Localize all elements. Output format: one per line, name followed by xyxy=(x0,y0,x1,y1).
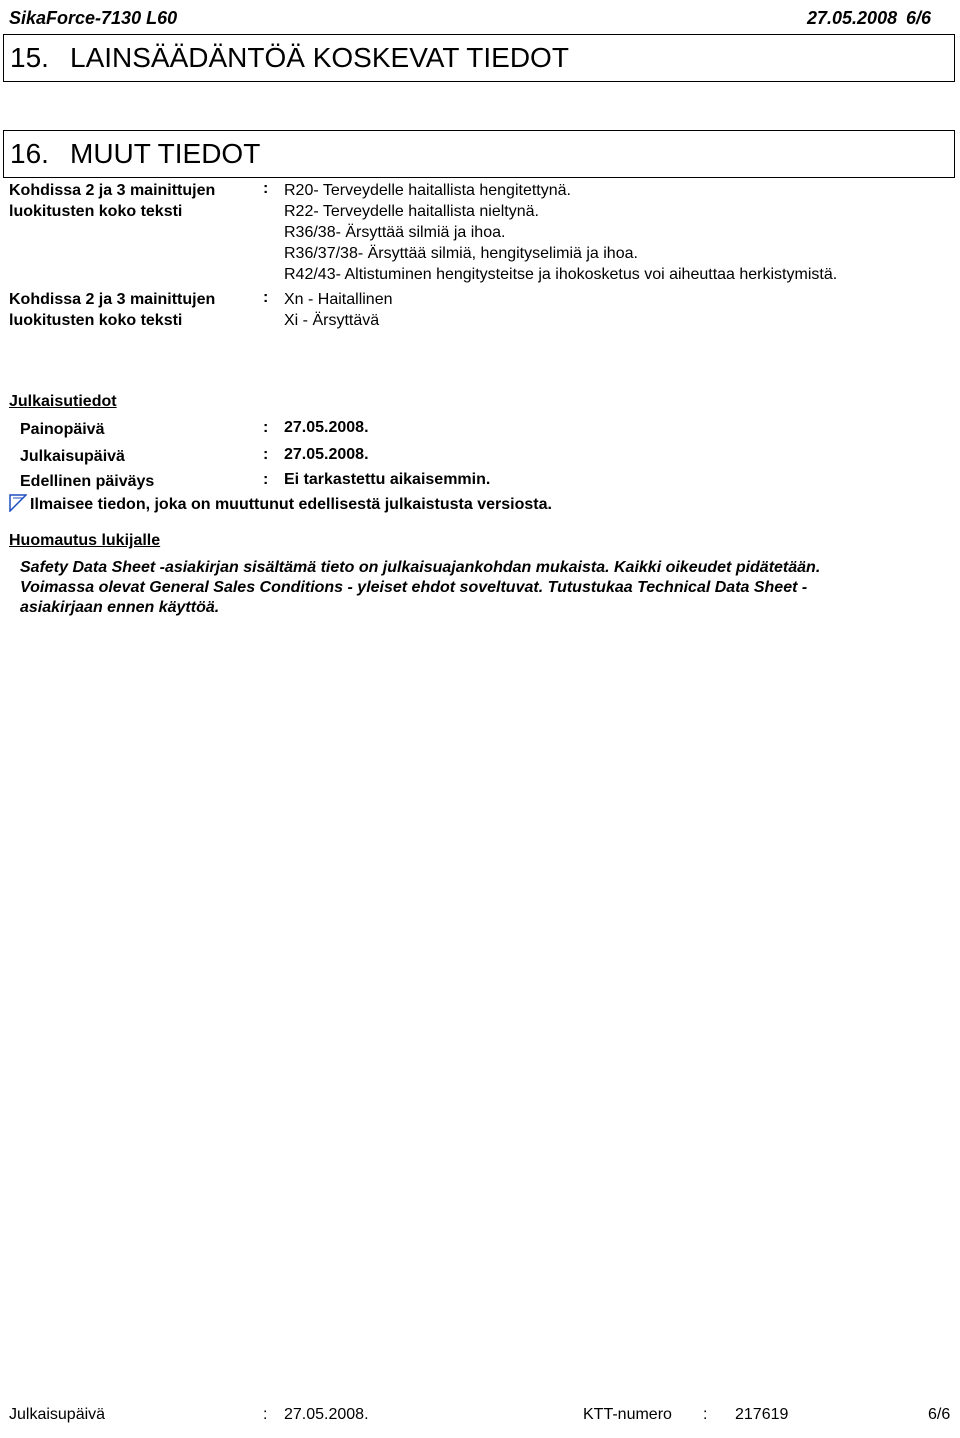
publish-date-label: Julkaisupäivä xyxy=(20,448,125,465)
notice-line: Safety Data Sheet -asiakirjan sisältämä tieto on julkaisuajankohdan mukaista. Kaikki oikeudet pidätetään. xyxy=(20,559,821,576)
publication-heading: Julkaisutiedot xyxy=(9,393,117,410)
print-date-value: 27.05.2008. xyxy=(284,419,369,436)
footer-date: 27.05.2008. xyxy=(284,1406,369,1423)
symbol-item: Xn - Haitallinen xyxy=(284,291,393,308)
section-16-heading xyxy=(3,130,955,178)
rphrase-item: R42/43- Altistuminen hengitysteitse ja ihokosketus voi aiheuttaa herkistymistä. xyxy=(284,266,838,283)
rphrase-item: R36/38- Ärsyttää silmiä ja ihoa. xyxy=(284,224,506,241)
print-date-label: Painopäivä xyxy=(20,421,105,438)
section-15-heading xyxy=(3,34,955,82)
symbol-item: Xi - Ärsyttävä xyxy=(284,312,380,329)
publish-date-colon: : xyxy=(263,446,269,463)
footer-ktt-colon: : xyxy=(703,1406,708,1423)
document-title: SikaForce-7130 L60 xyxy=(9,8,178,28)
publish-date-value: 27.05.2008. xyxy=(284,446,369,463)
section-16-title: MUUT TIEDOT xyxy=(70,138,261,169)
header-date: 27.05.2008 xyxy=(807,8,898,28)
change-marker-icon xyxy=(9,494,27,512)
footer-page: 6/6 xyxy=(928,1406,951,1423)
symbols-colon: : xyxy=(263,289,269,306)
footer-colon: : xyxy=(263,1406,268,1423)
rphrases-colon: : xyxy=(263,180,269,197)
footer-ktt-value: 217619 xyxy=(735,1406,789,1423)
footer-label: Julkaisupäivä xyxy=(9,1406,106,1423)
rphrase-item: R36/37/38- Ärsyttää silmiä, hengityselimiä ja ihoa. xyxy=(284,245,638,262)
previous-date-colon: : xyxy=(263,471,269,488)
section-15-title: LAINSÄÄDÄNTÖÄ KOSKEVAT TIEDOT xyxy=(70,42,569,73)
notice-text xyxy=(20,558,920,618)
previous-date-value: Ei tarkastettu aikaisemmin. xyxy=(284,471,491,488)
header-page: 6/6 xyxy=(906,8,932,28)
rphrases-label: Kohdissa 2 ja 3 mainittujen luokitusten koko teksti xyxy=(9,182,216,220)
footer-ktt-label: KTT-numero xyxy=(583,1406,672,1423)
symbols-list xyxy=(284,289,684,331)
section-16-number: 16. xyxy=(10,138,49,169)
change-note: Ilmaisee tiedon, joka on muuttunut edellisestä julkaistusta versiosta. xyxy=(30,496,552,513)
notice-heading: Huomautus lukijalle xyxy=(9,532,161,549)
symbols-label: Kohdissa 2 ja 3 mainittujen luokitusten koko teksti xyxy=(9,291,216,329)
section-15-number: 15. xyxy=(10,42,49,73)
previous-date-label: Edellinen päiväys xyxy=(20,473,155,490)
rphrases-list xyxy=(284,180,944,285)
notice-line: Voimassa olevat General Sales Conditions - yleiset ehdot soveltuvat. Tutustukaa Technical Data Sheet - xyxy=(20,579,808,596)
rphrase-item: R20- Terveydelle haitallista hengitettynä. xyxy=(284,182,571,199)
print-date-colon: : xyxy=(263,419,269,436)
rphrase-item: R22- Terveydelle haitallista nieltynä. xyxy=(284,203,539,220)
notice-line: asiakirjaan ennen käyttöä. xyxy=(20,599,220,616)
